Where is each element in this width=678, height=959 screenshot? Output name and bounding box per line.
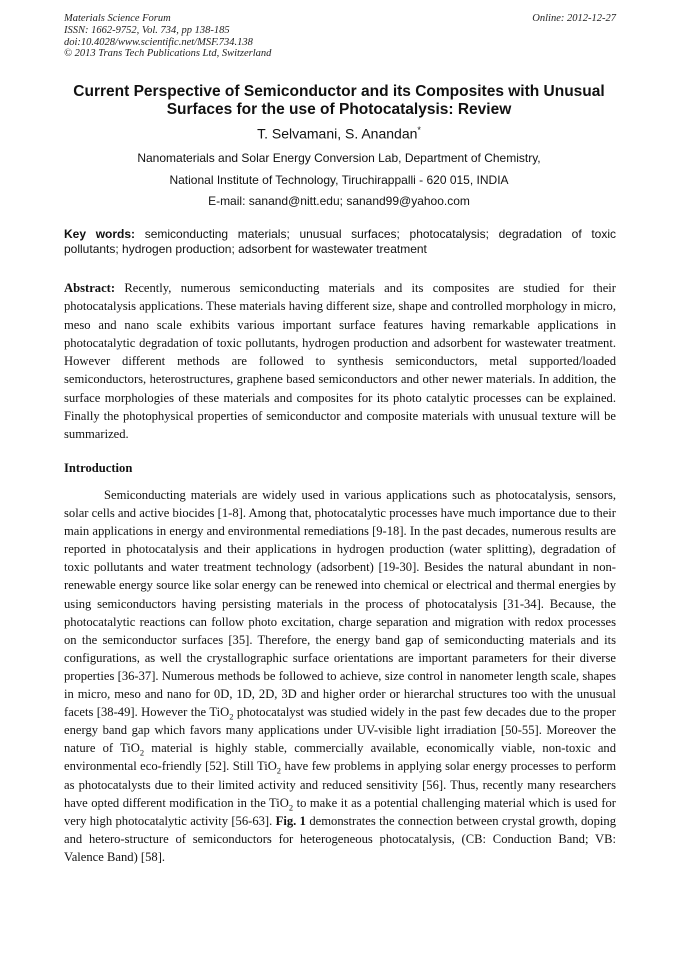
corresponding-author-mark: * bbox=[417, 125, 421, 135]
subscript-2: 2 bbox=[276, 765, 282, 776]
intro-text-6: demonstrates the connection between crystal growth, doping and hetero-structure of semiconductors for heterogeneous photocatalysis, (CB: Conduction Band; VB: Valence Band) [58]. bbox=[64, 813, 616, 864]
figure-reference: Fig. 1 bbox=[275, 813, 306, 828]
keywords-label: Key words: bbox=[64, 227, 136, 241]
intro-text-2: photocatalyst was studied widely in the past few decades due to the proper energy band gap which favors many applications under UV-visible light irradiation [50-55]. Moreover the nature of TiO bbox=[64, 705, 616, 756]
subscript-2: 2 bbox=[288, 802, 294, 813]
paper-title: Current Perspective of Semiconductor and its Composites with Unusual Surfaces for the use of Photocatalysis: Review bbox=[73, 83, 605, 118]
online-date: Online: 2012-12-27 bbox=[532, 13, 616, 24]
intro-text-1: Semiconducting materials are widely used in various applications such as photocatalysis, sensors, solar cells and active biocides [1-8]. Among that, photocatalytic processes have much importance due to their main applications in energy and environmental remediations [9-18]. In the past decades, numerous results are reported in photocatalysis and their applications in hydrogen production (water splitting), degradation of toxic pollutants and water treatment technology (adsorbent) [19-30]. Besides the natural abundant in non-renewable energy source like solar energy can be renewed into chemical or electrical and thermal energies by using semiconductors having persisting materials in the process of photocatalysis [31-34]. Because, the photocatalytic reactions can follow photo excitation, charge separation and migration with redox processes on the semiconductor surfaces [35]. Therefore, the energy band gap of semiconducting materials and its configurations, as well the crystallographic surface orientations are important parameters for their diverse properties [36-37]. Numerous methods be followed to achieve, size control in nanometer length scale, shapes in micro, meso and nano for 0D, 1D, 2D, 3D and higher order or hierarchal structures too with the unusual facets [38-49]. However the TiO bbox=[64, 488, 616, 720]
keywords-text: semiconducting materials; unusual surfaces; photocatalysis; degradation of toxic pollutants; hydrogen production; adsorbent for wastewater treatment bbox=[64, 227, 616, 256]
intro-text-3: material is highly stable, commercially available, economically viable, non-toxic and environmental eco-friendly [52]. Still TiO bbox=[64, 741, 617, 774]
section-heading-introduction: Introduction bbox=[64, 461, 133, 475]
abstract-label: Abstract: bbox=[64, 281, 116, 295]
keywords bbox=[64, 227, 616, 256]
intro-text-4: have few problems in applying solar energy processes to perform as photocatalysts due to their limited activity and reduced sensitivity [56]. Thus, recently many researchers have opted different modification in the TiO bbox=[64, 759, 616, 810]
journal-name: Materials Science Forum bbox=[64, 13, 171, 24]
subscript-2: 2 bbox=[139, 747, 145, 758]
authors bbox=[0, 125, 678, 142]
abstract bbox=[64, 279, 616, 444]
affiliation-line-2: National Institute of Technology, Tiruchirappalli - 620 015, INDIA bbox=[169, 173, 509, 187]
issn-line: ISSN: 1662-9752, Vol. 734, pp 138-185 bbox=[64, 24, 230, 36]
journal-header bbox=[64, 13, 616, 60]
introduction-paragraph bbox=[64, 486, 616, 866]
subscript-2: 2 bbox=[229, 711, 234, 722]
email-line: E-mail: sanand@nitt.edu; sanand99@yahoo.com bbox=[208, 194, 470, 208]
affiliation-line-1: Nanomaterials and Solar Energy Conversion Lab, Department of Chemistry, bbox=[137, 151, 541, 165]
copyright-line: © 2013 Trans Tech Publications Ltd, Switzerland bbox=[64, 48, 272, 60]
doi-line: doi:10.4028/www.scientific.net/MSF.734.138 bbox=[64, 36, 253, 48]
author-names: T. Selvamani, S. Anandan bbox=[257, 125, 418, 142]
intro-text-5: to make it as a potential challenging material which is used for very high photocatalytic activity [56-63]. bbox=[64, 795, 617, 828]
abstract-text: Recently, numerous semiconducting materials and its composites are studied for their photocatalysis applications. These materials having different size, shape and controlled morphology in micro, meso and nano scale exhibits various important surface features having remarkable applications in photocatalytic degradation of toxic pollutants, hydrogen production and adsorbent for wastewater treatment. However different methods are followed to synthesis semiconductors, metal supported/loaded semiconductors, heterostructures, graphene based semiconductors and other newer materials. In addition, the surface morphologies of these materials and composites for its photo catalytic processes can be explained. Finally the photophysical properties of semiconductor and composite materials with unusual texture will be summarized. bbox=[64, 281, 616, 442]
